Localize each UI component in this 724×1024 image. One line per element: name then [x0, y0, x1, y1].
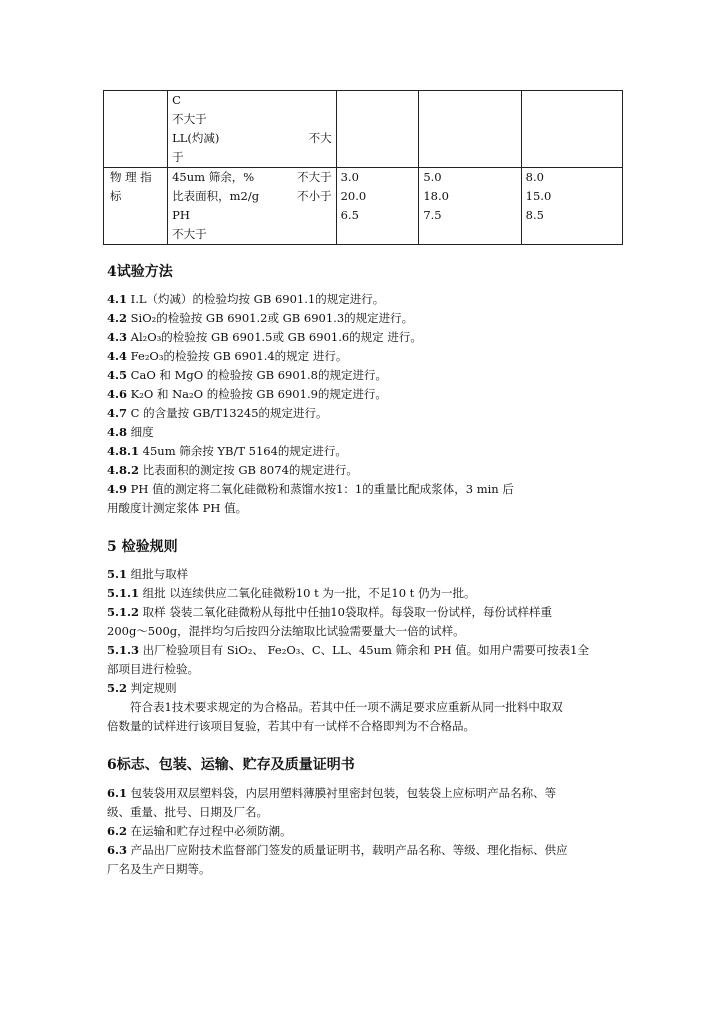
table-row: [104, 91, 623, 168]
item-text: SiO₂的检验按 GB 6901.2或 GB 6901.3的规定进行。: [127, 311, 414, 325]
table-cell: [419, 168, 521, 245]
cell-text: 45um 筛余，%: [172, 170, 255, 184]
table-cell: [104, 168, 168, 245]
item-number: 5.1.3: [107, 643, 140, 657]
paragraph: [107, 604, 552, 620]
item-text: K₂O 和 Na₂O 的检验按 GB 6901.9的规定进行。: [127, 387, 387, 401]
cell-text: 不大于: [297, 170, 332, 184]
table-cell: [168, 168, 337, 245]
cell-value: 15.0: [525, 189, 552, 203]
cell-value: 18.0: [423, 189, 449, 203]
item-number: 4.9: [107, 482, 128, 496]
paragraph: 符合表1技术要求规定的为合格品。若其中任一项不满足要求应重新从同一批料中取双: [130, 700, 563, 714]
cell-text: 不小于: [297, 189, 332, 203]
item-text: C 的含量按 GB/T13245的规定进行。: [127, 406, 328, 420]
cell-line: [172, 168, 332, 187]
table-row: [104, 168, 623, 245]
paragraph: 倍数量的试样进行该项目复验，若其中有一试样不合格即判为不合格品。: [107, 719, 475, 733]
cell-line: 于: [172, 150, 184, 164]
cell-text: 不大: [308, 131, 332, 145]
cell-line: 不大于: [172, 227, 207, 241]
item-text: 45um 筛余按 YB/T 5164的规定进行。: [139, 444, 347, 458]
paragraph: [107, 329, 422, 345]
cell-value: 6.5: [340, 208, 359, 222]
table-cell: [336, 168, 419, 245]
item-number: 4.6: [107, 387, 128, 401]
item-number: 5.1.1: [107, 586, 140, 600]
item-text: 判定规则: [127, 681, 177, 695]
cell-value: 8.0: [525, 170, 544, 184]
paragraph: [107, 642, 589, 658]
item-number: 5.1: [107, 567, 128, 581]
paragraph: 200g～500g，混拌均匀后按四分法缩取比试验需要量大一倍的试样。: [107, 624, 465, 638]
paragraph: [107, 291, 384, 307]
item-text: 在运输和贮存过程中必须防潮。: [127, 824, 292, 838]
paragraph: 级、重量、批号、日期及厂名。: [107, 805, 268, 819]
paragraph: [107, 566, 188, 582]
item-text: 出厂检验项目有 SiO₂、 Fe₂O₃、C、LL、45um 筛余和 PH 值。如用户需要可按表1全: [139, 643, 589, 657]
cell-value: 5.0: [423, 170, 442, 184]
item-number: 5.1.2: [107, 605, 140, 619]
item-text: 包装袋用双层塑料袋，内层用塑料薄膜衬里密封包装，包装袋上应标明产品名称、等: [127, 786, 557, 800]
item-number: 4.2: [107, 311, 128, 325]
paragraph: [107, 367, 387, 383]
paragraph: 厂名及生产日期等。: [107, 862, 211, 876]
paragraph: [107, 823, 292, 839]
spec-table: [103, 90, 623, 245]
item-number: 4.3: [107, 330, 128, 344]
cell-text: LL(灼减): [172, 131, 220, 145]
item-number: 4.4: [107, 349, 128, 363]
table-cell: [419, 91, 521, 168]
item-number: 4.8: [107, 425, 128, 439]
paragraph: [107, 785, 556, 801]
item-number: 6.1: [107, 786, 128, 800]
cell-line: C: [172, 93, 181, 107]
section-heading: 5 检验规则: [107, 539, 178, 555]
table-cell: [521, 91, 622, 168]
item-number: 6.3: [107, 843, 128, 857]
item-text: 取样 袋装二氧化硅微粉从每批中任抽10袋取样。每袋取一份试样，每份试样样重: [139, 605, 552, 619]
paragraph: 部项目进行检验。: [107, 662, 199, 676]
paragraph: [107, 462, 358, 478]
table-cell: [521, 168, 622, 245]
cell-line: [172, 187, 332, 206]
table-cell: [104, 91, 168, 168]
cell-line: PH: [172, 208, 190, 222]
paragraph: [107, 481, 514, 497]
item-text: PH 值的测定将二氧化硅微粉和蒸馏水按1：1的重量比配成浆体，3 min 后: [127, 482, 514, 496]
paragraph: [107, 310, 413, 326]
table-cell: [168, 91, 337, 168]
item-text: 比表面积的测定按 GB 8074的规定进行。: [139, 463, 358, 477]
item-number: 4.7: [107, 406, 128, 420]
section-heading: 6标志、包装、运输、贮存及质量证明书: [107, 757, 355, 773]
cell-line: [172, 129, 332, 148]
cell-line: 不大于: [172, 112, 207, 126]
item-number: 4.1: [107, 292, 128, 306]
section-heading: 4试验方法: [107, 264, 173, 280]
cell-value: 8.5: [525, 208, 544, 222]
paragraph: [107, 386, 387, 402]
item-number: 4.8.2: [107, 463, 140, 477]
row-label: 物 理 指 标: [110, 170, 152, 203]
item-text: 组批与取样: [127, 567, 189, 581]
cell-value: 7.5: [423, 208, 442, 222]
paragraph: [107, 585, 475, 601]
paragraph: [107, 680, 177, 696]
paragraph: [107, 424, 154, 440]
item-text: 细度: [127, 425, 154, 439]
item-text: I.L（灼减）的检验均按 GB 6901.1的规定进行。: [127, 292, 385, 306]
item-number: 5.2: [107, 681, 128, 695]
item-number: 6.2: [107, 824, 128, 838]
item-text: 组批 以连续供应二氧化硅微粉10 t 为一批，不足10 t 仍为一批。: [139, 586, 476, 600]
paragraph: [107, 348, 347, 364]
cell-value: 20.0: [340, 189, 367, 203]
item-number: 4.5: [107, 368, 128, 382]
item-text: 产品出厂应附技术监督部门签发的质量证明书，载明产品名称、等级、理化指标、供应: [127, 843, 568, 857]
item-text: Al₂O₃的检验按 GB 6901.5或 GB 6901.6的规定 进行。: [127, 330, 422, 344]
paragraph: [107, 842, 568, 858]
cell-value: 3.0: [340, 170, 359, 184]
item-number: 4.8.1: [107, 444, 140, 458]
table-cell: [336, 91, 419, 168]
paragraph: 用酸度计测定浆体 PH 值。: [107, 501, 248, 515]
paragraph: [107, 443, 347, 459]
paragraph: [107, 405, 328, 421]
item-text: Fe₂O₃的检验按 GB 6901.4的规定 进行。: [127, 349, 348, 363]
item-text: CaO 和 MgO 的检验按 GB 6901.8的规定进行。: [127, 368, 387, 382]
cell-text: 比表面积，m2/g: [172, 189, 260, 203]
